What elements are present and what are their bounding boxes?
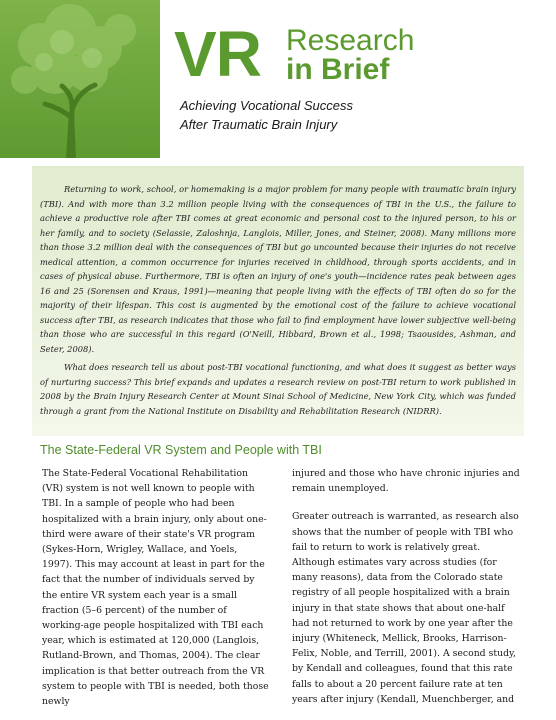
vr-research-in-brief-logo	[174, 18, 415, 92]
left-paragraph-1: The State-Federal Vocational Rehabilitation (VR) system is not well known to people with TBI. In a sample of people who had been hospitalized with a brain injury, only about one-third were aware of their state's VR program (Sykes-Horn, Wrigley, Wallace, and Yoels, 1997). This may account at least in part for the fact that the number of individuals served by the entire VR system each year is a small fraction (5–6 percent) of the number of working-age people hospitalized with TBI each year, which is estimated at 120,000 (Langlois, Rutland-Brown, and Thomas, 2004). The clear implication is that better outreach from the VR system to people with TBI is needed, both those newly	[42, 468, 269, 708]
subtitle-line-2: After Traumatic Brain Injury	[180, 117, 338, 132]
document-subtitle	[180, 96, 480, 134]
right-paragraph-1: injured and those who have chronic injuries and remain unemployed.	[292, 468, 520, 495]
right-column	[292, 466, 520, 707]
tree-icon	[0, 0, 160, 158]
header-tree-illustration	[0, 0, 160, 158]
left-column	[42, 466, 270, 709]
logo-research-text: Research	[286, 24, 415, 57]
summary-box	[32, 166, 524, 436]
section-heading: The State-Federal VR System and People with TBI	[40, 443, 322, 457]
subtitle-line-1: Achieving Vocational Success	[180, 98, 353, 113]
logo-in-brief-text: in Brief	[286, 53, 390, 86]
summary-paragraph-1: Returning to work, school, or homemaking is a major problem for many people with traumatic brain injury (TBI). And with more than 3.2 million people living with the consequences of TBI in the U.S., the failure to achieve a productive role after TBI comes at great economic and personal cost to the injured person, to his or her family, and to society (Selassie, Zaloshnja, Langlois, Miller, Jones, and Steiner, 2008). Many millions more than those 3.2 million deal with the consequences of TBI but go uncounted because their injuries do not receive medical attention, a common occurrence for injuries received in childhood, through sports accidents, and in cases of physical abuse. Furthermore, TBI is often an injury of one's youth—incidence rates peak between ages 16 and 25 (Sorensen and Kraus, 1991)—meaning that people living with the effects of TBI often do so for the majority of their lifespan. This cost is augmented by the emotional cost of the failure to achieve vocational success after TBI, as research indicates that those who fail to find employment have lower subjective well-being than those who are successful in this regard (O'Neill, Hibbard, Brown et al., 1998; Tsaousides, Ashman, and Seter, 2008).	[40, 184, 516, 354]
logo-vr-text: VR	[174, 18, 261, 90]
summary-paragraph-2: What does research tell us about post-TBI vocational functioning, and what does it suggest as better ways of nurturing success? This brief expands and updates a research review on post-TBI return to work published in 2008 by the Brain Injury Research Center at Mount Sinai School of Medicine, New York City, which was funded through a grant from the National Institute on Disability and Rehabilitation Research (NIDRR).	[40, 362, 516, 416]
right-paragraph-2: Greater outreach is warranted, as research also shows that the number of people with TBI who fail to return to work is relatively great. Although estimates vary across studies (for many reasons), data from the Colorado state registry of all people hospitalized with a brain injury in that state shows that about one-half had not returned to work by one year after the injury (Whiteneck, Mellick, Brooks, Harrison-Felix, Noble, and Terrill, 2001). A second study, by Kendall and colleagues, found that this rate falls to about a 20 percent failure rate at ten years after injury (Kendall, Muenchberger, and	[292, 511, 519, 705]
